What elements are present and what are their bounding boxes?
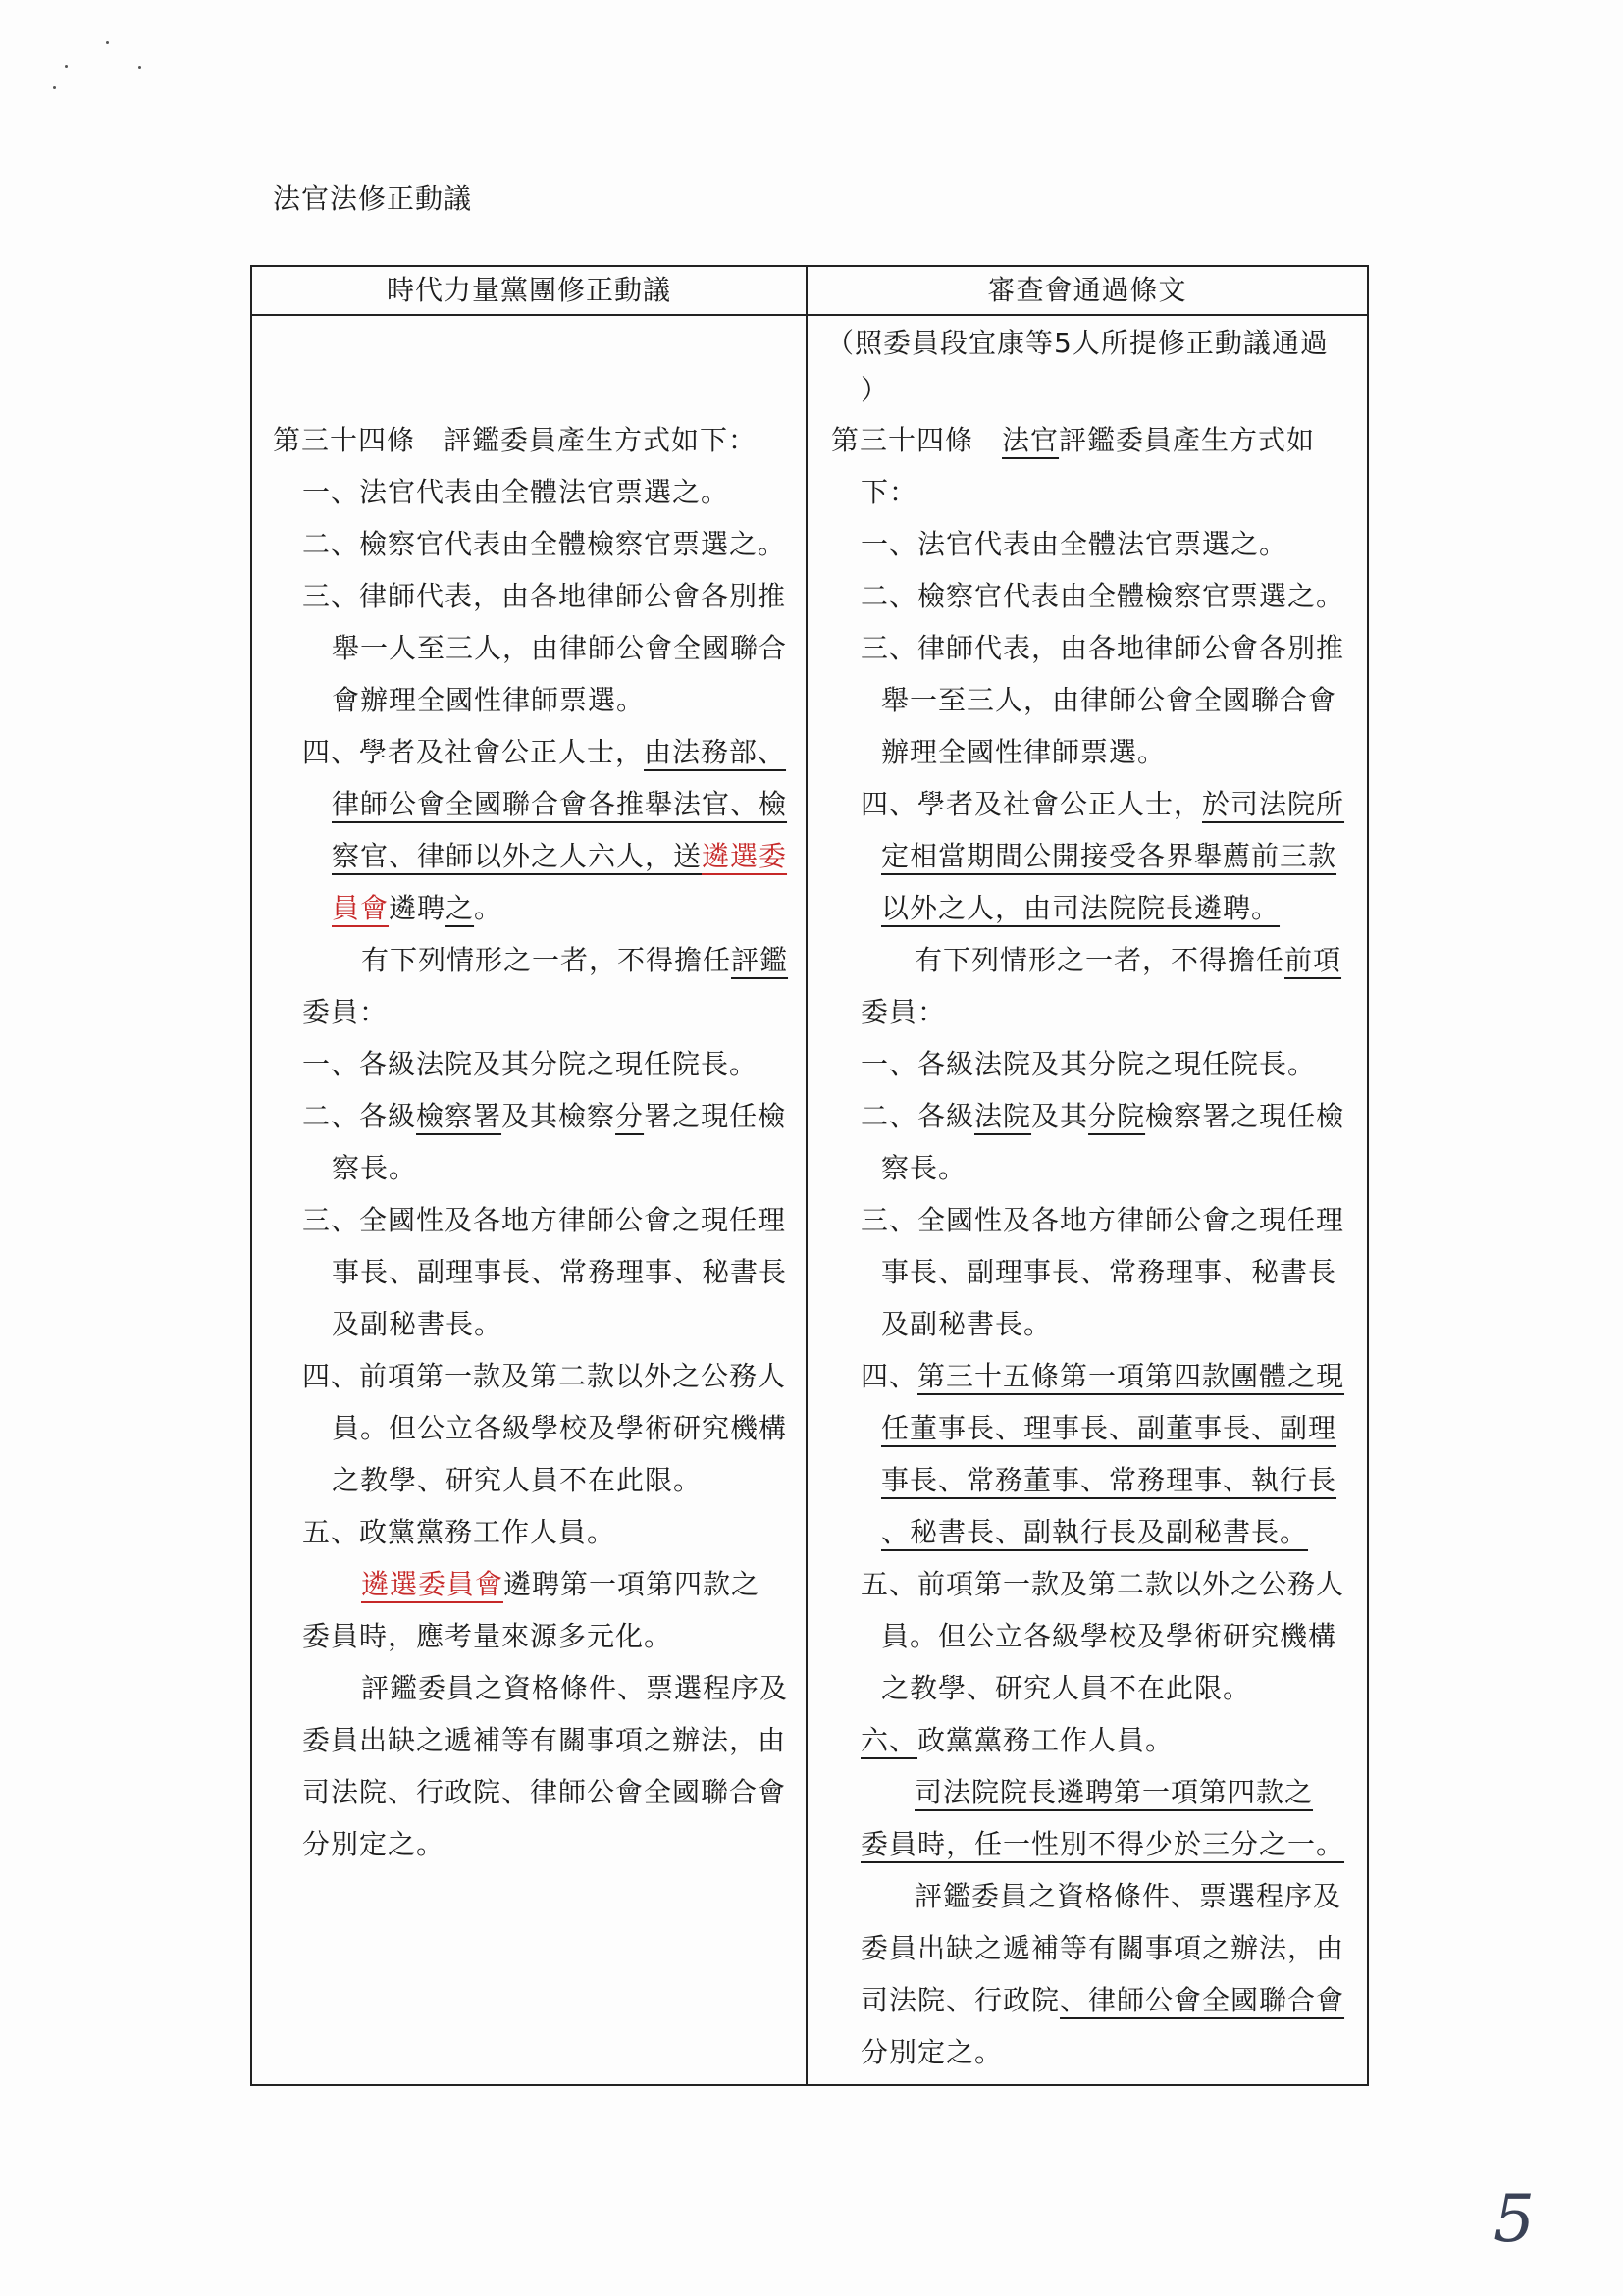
text-line: [252, 1818, 806, 1870]
underlined-amendment: 第三十五條第一項第四款團體之現: [917, 1360, 1345, 1392]
text-line: [808, 1870, 1367, 1922]
underlined-amendment: 檢察署: [416, 1100, 502, 1132]
text-segment: 一、各級法院及其分院之現任院長。: [302, 1048, 759, 1080]
handwritten-page-number: 5: [1493, 2181, 1535, 2257]
text-segment: 司法院、行政院、律師公會全國聯合會: [302, 1776, 787, 1808]
scan-speck: [65, 65, 68, 68]
text-segment: 檢察署之現任檢: [1145, 1100, 1345, 1132]
underlined-amendment: 於司法院所: [1202, 788, 1345, 820]
scan-speck: [53, 86, 56, 89]
underlined-amendment: 、秘書長、副執行長及副秘書長。: [881, 1516, 1309, 1548]
text-segment: 四、: [861, 1360, 918, 1392]
text-segment: 遴聘第一項第四款之: [503, 1568, 760, 1600]
text-segment: 及其: [1031, 1100, 1089, 1132]
text-segment: 三、全國性及各地方律師公會之現任理: [861, 1204, 1345, 1236]
text-line: [252, 1350, 806, 1402]
text-segment: 二、各級: [302, 1100, 417, 1132]
text-line: [252, 622, 806, 674]
underlined-amendment: 前項: [1284, 944, 1342, 976]
text-segment: 舉一人至三人，由律師公會全國聯合: [332, 632, 788, 664]
text-segment: 政黨黨務工作人員。: [917, 1724, 1175, 1756]
red-amendment-text: 員會: [332, 892, 390, 924]
text-line: [808, 1662, 1367, 1714]
text-segment: 評鑑委員之資格條件、票選程序及: [915, 1880, 1342, 1912]
text-line: [808, 934, 1367, 986]
text-line: [252, 466, 806, 518]
text-segment: 委員出缺之遞補等有關事項之辦法，由: [302, 1724, 787, 1756]
underlined-amendment: 評鑑: [731, 944, 789, 976]
text-line: [252, 518, 806, 570]
text-segment: 署之現任檢: [644, 1100, 787, 1132]
text-segment: 一、法官代表由全體法官票選之。: [861, 528, 1288, 560]
text-line: [252, 1714, 806, 1766]
text-line: [808, 1194, 1367, 1246]
text-line: [808, 674, 1367, 726]
text-line: [252, 1662, 806, 1714]
text-line: [252, 674, 806, 726]
text-line: [808, 726, 1367, 778]
text-segment: 四、學者及社會公正人士，: [861, 788, 1203, 820]
underlined-amendment: 察官、律師以外之人六人，送: [332, 840, 703, 872]
text-segment: 五、前項第一款及第二款以外之公務人: [861, 1568, 1345, 1600]
text-segment: 二、檢察官代表由全體檢察官票選之。: [302, 528, 787, 560]
text-segment: 分別定之。: [861, 2036, 1004, 2068]
comparison-table: [250, 265, 1369, 2086]
text-line: [252, 1506, 806, 1558]
text-line: [252, 1246, 806, 1298]
text-line: [808, 1558, 1367, 1610]
text-line: [808, 1974, 1367, 2026]
text-segment: 四、前項第一款及第二款以外之公務人: [302, 1360, 787, 1392]
text-segment: 委員：: [302, 996, 389, 1028]
text-segment: 有下列情形之一者，不得擔任: [361, 944, 732, 976]
underlined-amendment: 、律師公會全國聯合會: [1060, 1984, 1345, 2016]
text-line: [252, 1610, 806, 1662]
scan-speck: [106, 41, 109, 44]
text-segment: 。: [474, 892, 503, 924]
text-segment: 之教學、研究人員不在此限。: [332, 1464, 703, 1496]
red-amendment-text: 遴選委: [702, 840, 788, 872]
text-segment: 第三十四條: [831, 424, 1003, 456]
text-segment: 舉一至三人，由律師公會全國聯合會: [881, 684, 1337, 716]
underlined-amendment: 律師公會全國聯合會各推舉法官、檢: [332, 788, 788, 820]
underlined-amendment: 任董事長、理事長、副董事長、副理: [881, 1412, 1337, 1444]
text-line: [808, 414, 1367, 466]
text-segment: 評鑑委員之資格條件、票選程序及: [361, 1672, 789, 1704]
text-line: [252, 570, 806, 622]
underlined-amendment: 司法院院長遴聘第一項第四款之: [915, 1776, 1314, 1808]
text-segment: 及副秘書長。: [332, 1308, 503, 1340]
text-line: [808, 1038, 1367, 1090]
text-segment: 有下列情形之一者，不得擔任: [915, 944, 1285, 976]
text-line: [252, 1038, 806, 1090]
committee-text-column: [808, 316, 1367, 2084]
text-line: [252, 1558, 806, 1610]
underlined-amendment: 事長、常務董事、常務理事、執行長: [881, 1464, 1337, 1496]
underlined-amendment: 分: [615, 1100, 645, 1132]
scan-speck: [138, 66, 141, 69]
text-line: [252, 1142, 806, 1194]
text-segment: 委員出缺之遞補等有關事項之辦法，由: [861, 1932, 1345, 1964]
text-segment: 及副秘書長。: [881, 1308, 1053, 1340]
underlined-amendment: 以外之人，由司法院院長遴聘。: [881, 892, 1281, 924]
text-line: [808, 1246, 1367, 1298]
text-line: [808, 622, 1367, 674]
text-line: [808, 1922, 1367, 1974]
caucus-motion-column: [252, 316, 808, 2084]
text-segment: 員。但公立各級學校及學術研究機構: [881, 1620, 1337, 1652]
text-line: [808, 882, 1367, 934]
text-line: [252, 1298, 806, 1350]
red-amendment-text: 遴選委員會: [361, 1568, 504, 1600]
text-segment: 察長。: [881, 1152, 968, 1184]
underlined-amendment: 由法務部、: [644, 736, 787, 768]
text-segment: 三、全國性及各地方律師公會之現任理: [302, 1204, 787, 1236]
text-line: [252, 778, 806, 830]
underlined-amendment: 委員時，任一性別不得少於三分之一。: [861, 1828, 1345, 1860]
underlined-amendment: 六、: [861, 1724, 918, 1756]
text-line: [252, 414, 806, 466]
text-line: [252, 1402, 806, 1454]
text-segment: 委員時，應考量來源多元化。: [302, 1620, 673, 1652]
text-line: [252, 830, 806, 882]
underlined-amendment: 分院: [1088, 1100, 1146, 1132]
text-segment: 之教學、研究人員不在此限。: [881, 1672, 1252, 1704]
text-segment: 分別定之。: [302, 1828, 445, 1860]
text-segment: 遴聘: [389, 892, 446, 924]
header-committee-text: 審查會通過條文: [808, 267, 1367, 316]
text-line: [252, 1454, 806, 1506]
text-segment: 五、政黨黨務工作人員。: [302, 1516, 616, 1548]
text-line: [252, 934, 806, 986]
text-segment: 會辦理全國性律師票選。: [332, 684, 646, 716]
text-line: [252, 882, 806, 934]
text-segment: 第三十四條 評鑑委員產生方式如下：: [273, 424, 758, 456]
text-line: [808, 1454, 1367, 1506]
text-segment: 司法院、行政院: [861, 1984, 1061, 2016]
text-segment: 一、各級法院及其分院之現任院長。: [861, 1048, 1317, 1080]
text-line: [808, 518, 1367, 570]
text-segment: 三、律師代表，由各地律師公會各別推: [861, 632, 1345, 664]
text-segment: 事長、副理事長、常務理事、秘書長: [881, 1256, 1337, 1288]
text-line: [252, 986, 806, 1038]
text-line: [808, 2026, 1367, 2078]
text-segment: 事長、副理事長、常務理事、秘書長: [332, 1256, 788, 1288]
text-segment: 二、各級: [861, 1100, 975, 1132]
text-segment: 評鑑委員產生方式如: [1059, 424, 1316, 456]
text-segment: 下：: [861, 476, 918, 508]
underlined-amendment: 法院: [974, 1100, 1032, 1132]
text-line: [808, 1090, 1367, 1142]
text-segment: 及其檢察: [501, 1100, 616, 1132]
text-segment: 一、法官代表由全體法官票選之。: [302, 476, 730, 508]
text-segment: 三、律師代表，由各地律師公會各別推: [302, 580, 787, 612]
text-line: [808, 1818, 1367, 1870]
text-line: [808, 1714, 1367, 1766]
text-line: [808, 1610, 1367, 1662]
text-segment: 員。但公立各級學校及學術研究機構: [332, 1412, 788, 1444]
text-line: [252, 1766, 806, 1818]
text-segment: 二、檢察官代表由全體檢察官票選之。: [861, 580, 1345, 612]
underlined-amendment: 之: [445, 892, 475, 924]
underlined-amendment: 定相當期間公開接受各界舉薦前三款: [881, 840, 1337, 872]
text-segment: 辦理全國性律師票選。: [881, 736, 1167, 768]
text-line: [808, 830, 1367, 882]
text-line: [808, 1766, 1367, 1818]
text-line: [808, 986, 1367, 1038]
text-line: [808, 1402, 1367, 1454]
text-line: [808, 466, 1367, 518]
text-line: [808, 1142, 1367, 1194]
text-line: [808, 1350, 1367, 1402]
text-line: [808, 1298, 1367, 1350]
text-line: [252, 1090, 806, 1142]
underlined-amendment: 法官: [1002, 424, 1060, 456]
text-segment: 察長。: [332, 1152, 418, 1184]
adoption-note-closing: ）: [861, 374, 890, 406]
text-segment: 四、學者及社會公正人士，: [302, 736, 645, 768]
text-line: [808, 1506, 1367, 1558]
text-line: [252, 726, 806, 778]
header-caucus-motion: 時代力量黨團修正動議: [252, 267, 808, 316]
text-segment: 委員：: [861, 996, 947, 1028]
text-line: [808, 570, 1367, 622]
document-title: 法官法修正動議: [273, 183, 473, 215]
text-line: [252, 1194, 806, 1246]
adoption-note: （照委員段宜康等5人所提修正動議通過: [826, 327, 1329, 359]
text-line: [808, 778, 1367, 830]
